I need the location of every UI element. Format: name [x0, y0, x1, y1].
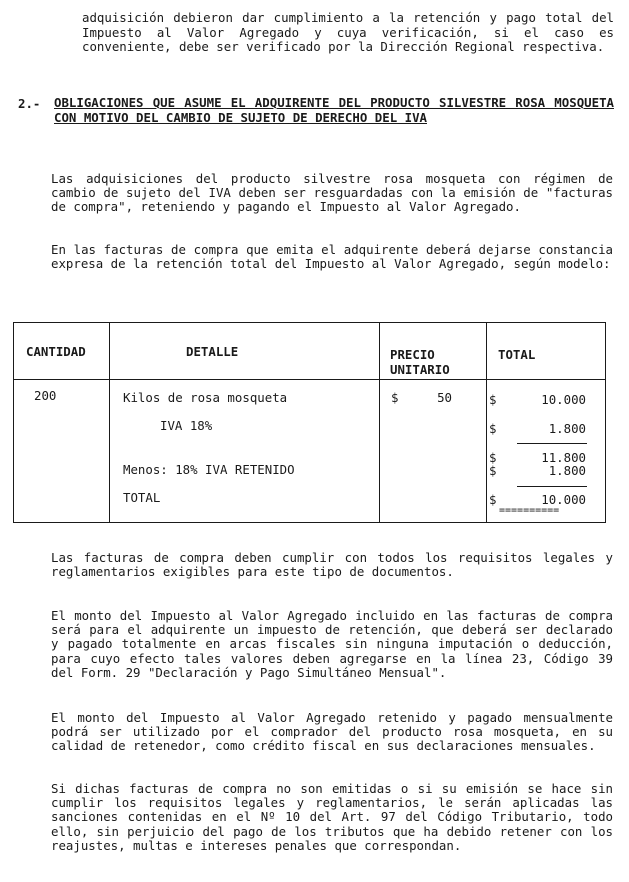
total-iva: 1.800 [548, 421, 586, 436]
column-divider-detalle [379, 323, 380, 522]
header-cantidad: CANTIDAD [26, 344, 86, 359]
total-subtotal: 11.800 [541, 450, 586, 465]
total-final: 10.000 [541, 492, 586, 507]
section-title: OBLIGACIONES QUE ASUME EL ADQUIRENTE DEL PRODUCTO SILVESTRE ROSA MOSQUETA CON MOTIVO DEL CAMBIO DE SUJETO DE DERECHO DEL IVA [54, 95, 614, 125]
invoice-model-table [13, 322, 606, 523]
total-neto: 10.000 [541, 392, 586, 407]
currency-precio: $ [391, 390, 399, 405]
paragraph-facturas-modelo: En las facturas de compra que emita el adquirente deberá dejarse constancia expresa de la retención total del Impuesto al Valor Agregado, según modelo: [51, 242, 613, 272]
cell-detalle-menos: Menos: 18% IVA RETENIDO [123, 462, 295, 477]
column-divider-cantidad [109, 323, 110, 522]
paragraph-sanciones: Si dichas facturas de compra no son emitidas o si su emisión se hace sin cumplir los requisitos legales y reglamentarios, le serán aplicadas las sanciones contenidas en el Nº 10 del Art. 97 del Código Tributario, todo ello, sin perjuicio del pago de los tributos que ha debido retener con los reajustes, multas e intereses penales que correspondan. [51, 781, 613, 853]
header-precio: PRECIO [390, 347, 435, 362]
double-rule: ========== [499, 505, 560, 516]
header-total: TOTAL [498, 347, 536, 362]
paragraph-adquisiciones: Las adquisiciones del producto silvestre rosa mosqueta con régimen de cambio de sujeto del IVA deben ser resguardadas con la emisión de "facturas de compra", reteniendo y pagando el Impuesto al Valor Agregado. [51, 171, 613, 215]
cell-detalle-kilos: Kilos de rosa mosqueta [123, 390, 288, 405]
subtotal-rule [517, 443, 587, 444]
table-header-divider [14, 379, 605, 380]
cell-detalle-total: TOTAL [123, 490, 161, 505]
intro-paragraph: adquisición debieron dar cumplimiento a la retención y pago total del Impuesto al Valor Agregado y cuya verificación, si el caso es conveniente, debe ser verificado por la Dirección Regional respectiva. [82, 10, 614, 55]
cell-detalle-iva: IVA 18% [160, 418, 213, 433]
currency-iva: $ [489, 421, 497, 436]
currency-subtotal: $ [489, 450, 497, 465]
currency-retenido: $ [489, 463, 497, 478]
currency-neto: $ [489, 392, 497, 407]
cell-cantidad: 200 [34, 388, 57, 403]
paragraph-requisitos: Las facturas de compra deben cumplir con todos los requisitos legales y reglamentarios exigibles para este tipo de documentos. [51, 550, 613, 580]
total-retenido: 1.800 [548, 463, 586, 478]
header-detalle: DETALLE [186, 344, 239, 359]
total-rule [517, 486, 587, 487]
header-unitario: UNITARIO [390, 362, 450, 377]
section-number: 2.- [18, 96, 41, 111]
paragraph-monto-retencion: El monto del Impuesto al Valor Agregado incluido en las facturas de compra será para el adquirente un impuesto de retención, que deberá ser declarado y pagado totalmente en arcas fiscales sin ninguna imputación o deducción, para cuyo efecto tales valores deben agregarse en la línea 23, Código 39 del Form. 29 "Declaración y Pago Simultáneo Mensual". [51, 608, 613, 680]
currency-total: $ [489, 492, 497, 507]
cell-precio: 50 [437, 390, 452, 405]
column-divider-precio [486, 323, 487, 522]
paragraph-credito-fiscal: El monto del Impuesto al Valor Agregado retenido y pagado mensualmente podrá ser utilizado por el comprador del producto rosa mosqueta, en su calidad de retenedor, como crédito fiscal en sus declaraciones mensuales. [51, 710, 613, 754]
